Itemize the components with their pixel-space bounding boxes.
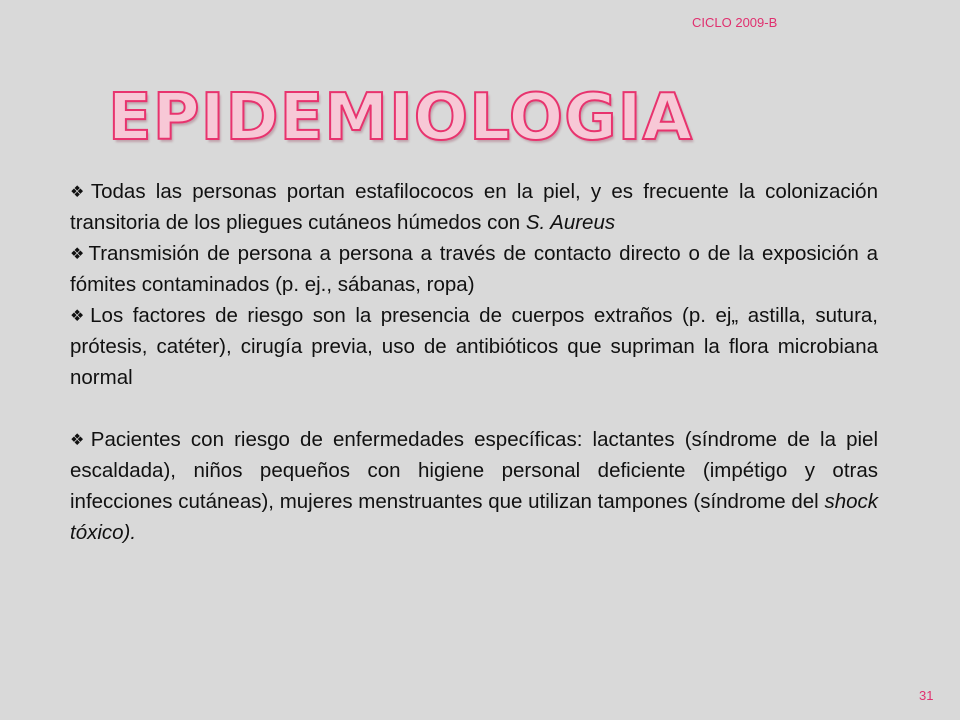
slide-title: EPIDEMIOLOGIA xyxy=(108,81,693,155)
bullet-italic-text: S. Aureus xyxy=(525,211,616,234)
diamond-bullet-icon: ❖ xyxy=(70,306,89,325)
bullet-item xyxy=(70,238,878,300)
diamond-bullet-icon: ❖ xyxy=(70,182,89,201)
bullet-text: Los factores de riesgo son la presencia de cuerpos extraños (p. ej„ astilla, sutura, prótesis, catéter), cirugía previa, uso de antibióticos que supriman la flora microbiana normal xyxy=(70,304,879,389)
diamond-bullet-icon: ❖ xyxy=(70,244,87,263)
bullet-list xyxy=(70,176,878,548)
bullet-text: Pacientes con riesgo de enfermedades específicas: lactantes (síndrome de la piel escaldada), niños pequeños con higiene personal deficiente (impétigo y otras infecciones cutáneas), mujeres menstruantes que utilizan tampones (síndrome del xyxy=(70,428,879,513)
bullet-italic-text: shock tóxico). xyxy=(70,490,878,544)
bullet-text: Todas las personas portan estafilococos en la piel, y es frecuente la colonización transitoria de los pliegues cutáneos húmedos con xyxy=(70,180,878,234)
bullet-item xyxy=(70,176,878,238)
bullet-text: Transmisión de persona a persona a través de contacto directo o de la exposición a fómites contaminados (p. ej., sábanas, ropa) xyxy=(70,242,879,296)
header-label: CICLO 2009-B xyxy=(692,15,778,30)
bullet-item xyxy=(70,424,878,548)
page-number: 31 xyxy=(919,688,934,703)
bullet-item xyxy=(70,300,878,393)
diamond-bullet-icon: ❖ xyxy=(70,430,89,449)
